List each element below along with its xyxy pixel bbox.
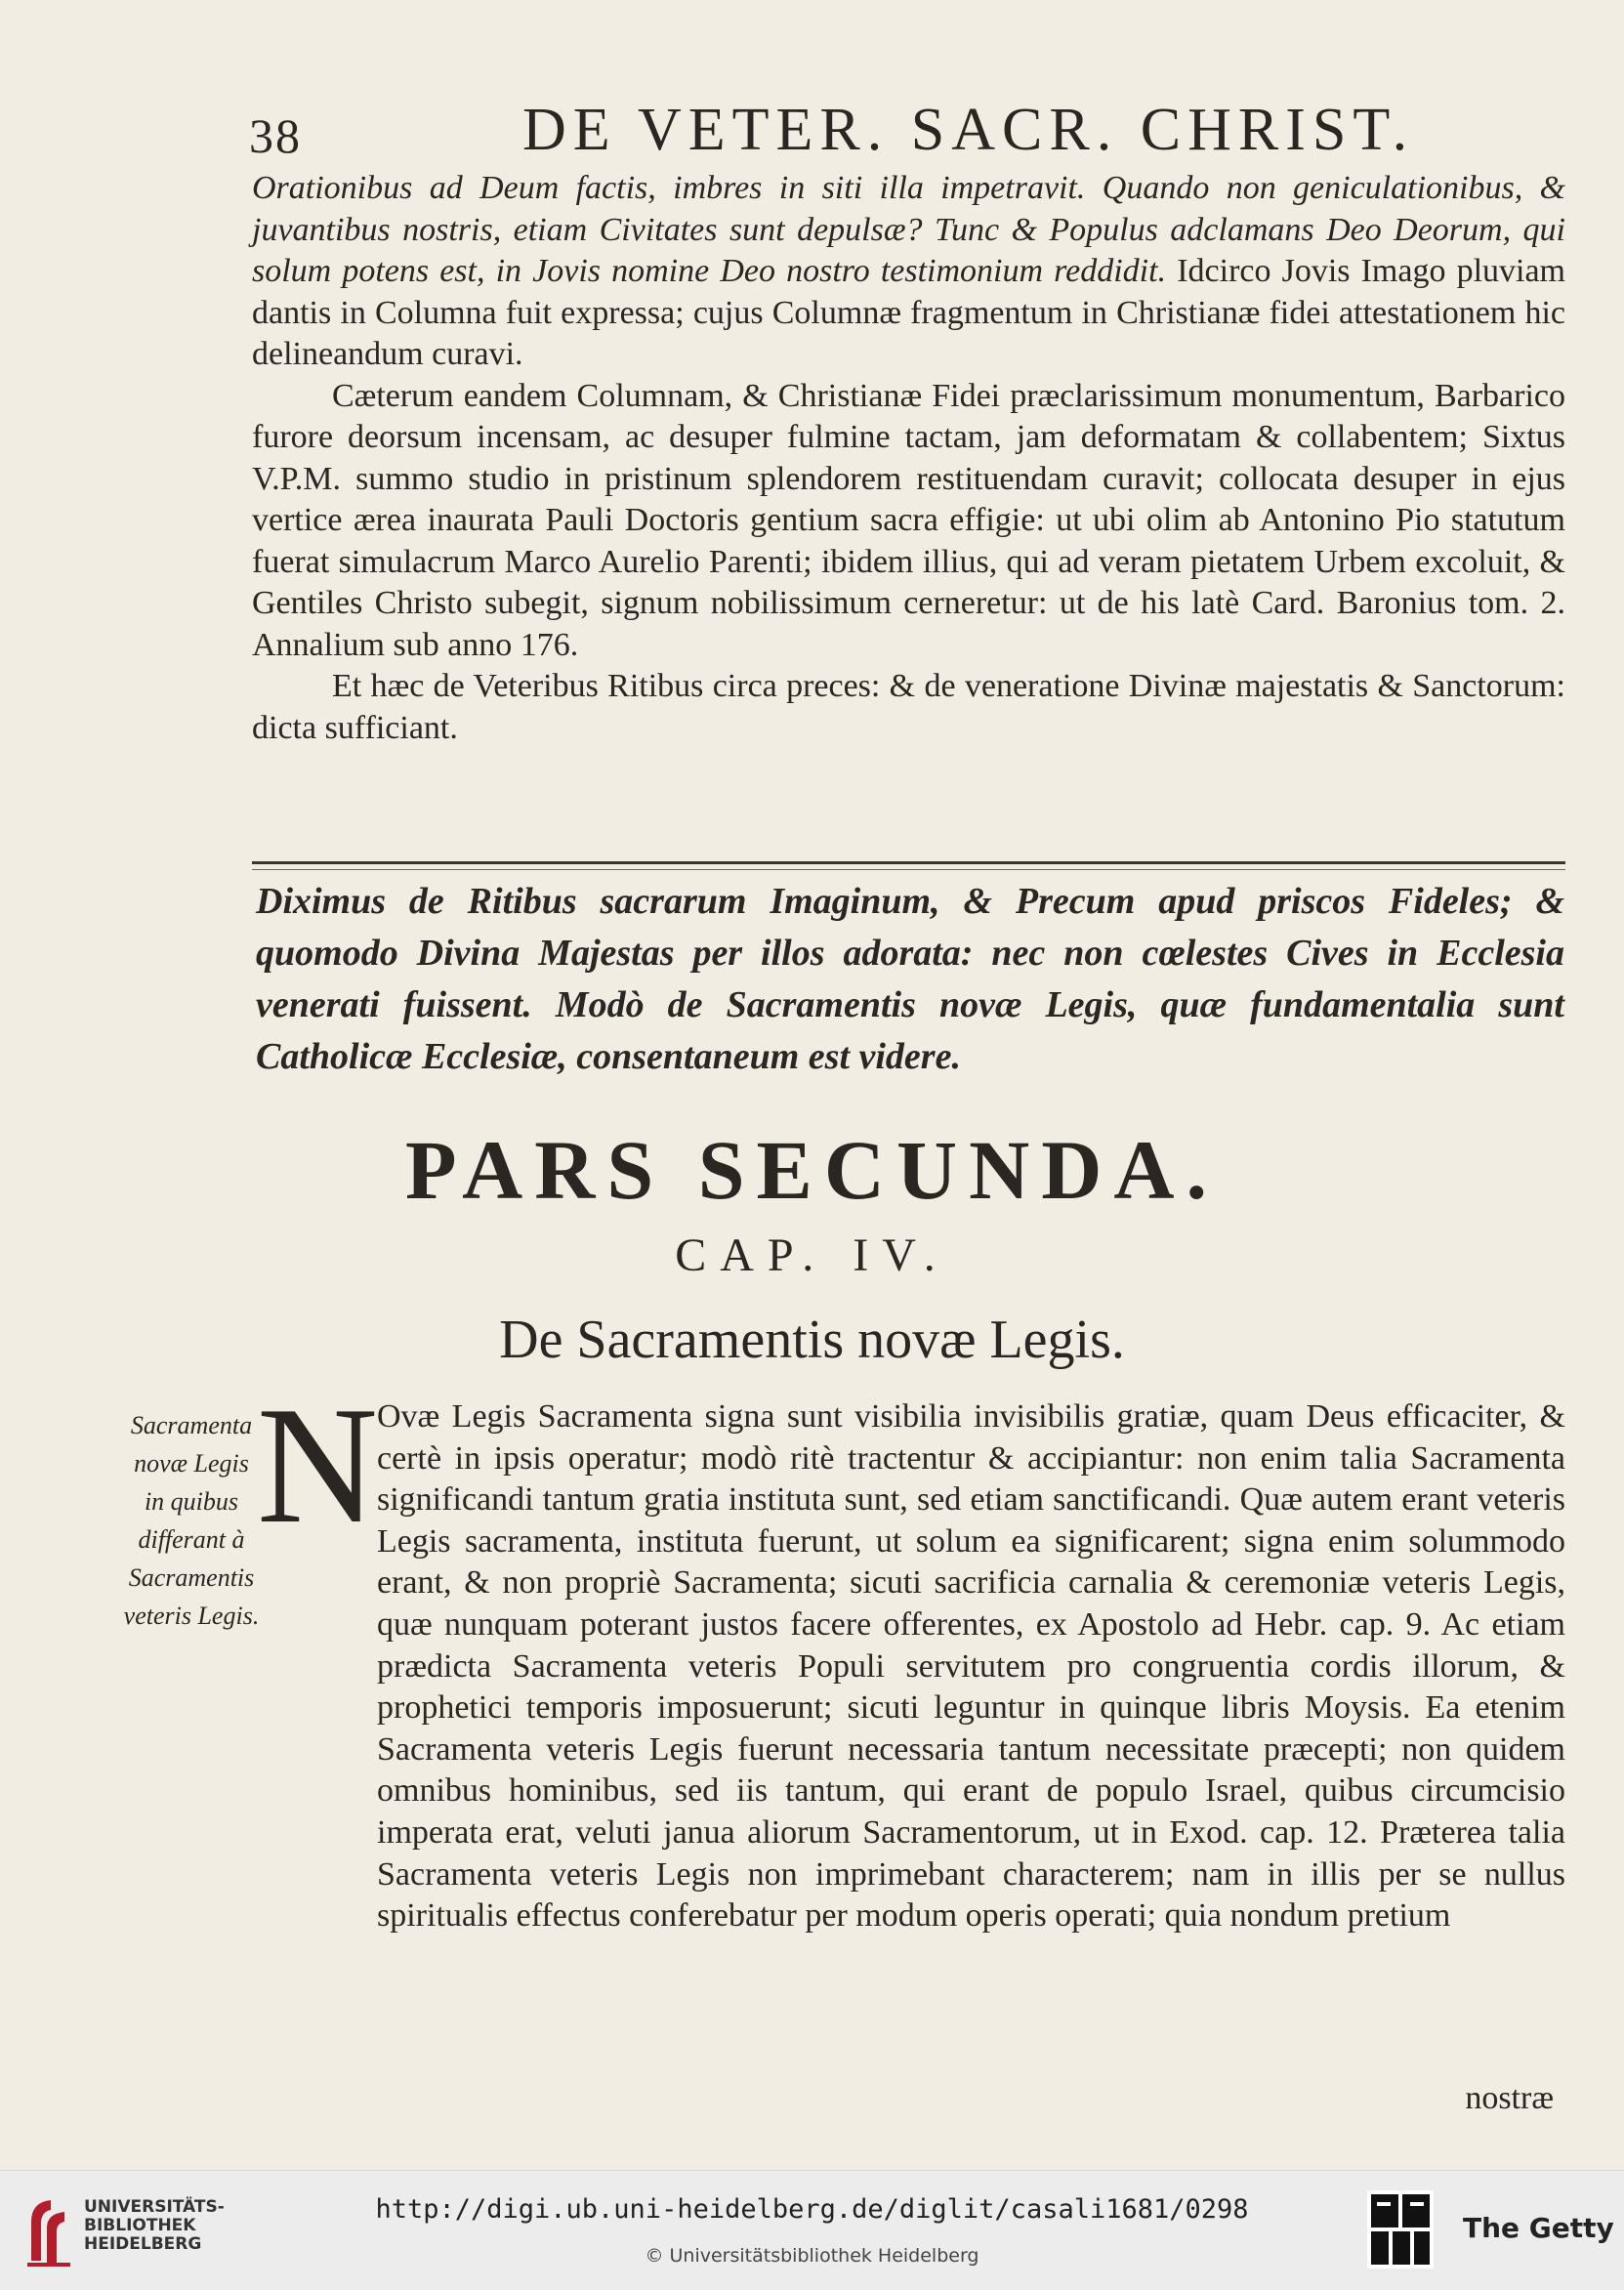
copyright-notice: © Universitätsbibliothek Heidelberg bbox=[645, 2245, 979, 2267]
chapter-body: Ovæ Legis Sacramenta signa sunt visibilia invisibilis gratiæ, quam Deus efficaciter, & certè in ipsis operatur; modò ritè tractentur & accipiantur: non enim talia Sacramenta significandi tantum gratia instituta sunt, sed etiam sanctificandi. Quæ autem erant veteris Legis sacramenta, instituta fuerunt, ut solum ea significarent; signa enim solummodo erant, & non propriè Sacramenta; sicuti sacrificia carnalia & ceremoniæ veteris Legis, quæ nunquam poterant justos facere offerentes, ex Apostolo ad Hebr. cap. 9. Ac etiam prædicta Sacramenta veteris Populi servitutem pro congruentia cordis illorum, & prophetici temporis imposuerunt; sicuti leguntur in quinque libris Moysis. Ea etenim Sacramenta veteris Legis fuerunt necessaria tantum necessitate præcepti; non quidem omnibus hominibus, sed iis tantum, qui erant de populo Israel, quibus circumcisio imperata erat, veluti janua aliorum Sacramentorum, ut in Exod. cap. 12. Præterea talia Sacramenta veteris Legis non imprimebant characterem; nam in illis per se nullus spiritualis effectus conferebatur per modum operis operati; quia nondum pretium bbox=[377, 1398, 1565, 1935]
paragraph-2: Cæterum eandem Columnam, & Christianæ Fidei præclarissimum monumentum, Barbarico furore deorsum incensam, ac desuper fulmine tactam, jam deformatam & collabentem; Sixtus V.P.M. summo studio in pristinum splendorem restituendam curavit; collocata desuper in ejus vertice ærea inaurata Pauli Doctoris gentium sacra effigie: ut ubi olim ab Antonino Pio statutum fuerat simulacrum Marco Aurelio Parenti; ibidem illius, qui ad veram pietatem Urbem excoluit, & Gentiles Christo subegit, signum nobilissimum cerneretur: ut de his latè Card. Baronius tom. 2. Annalium sub anno 176. bbox=[252, 377, 1565, 663]
chapter-number: CAP. IV. bbox=[675, 1229, 949, 1281]
running-title: DE VETER. SACR. CHRIST. bbox=[522, 97, 1415, 163]
paragraph-1 bbox=[252, 168, 1565, 376]
catchword: nostræ bbox=[1465, 2080, 1554, 2116]
summary-paragraph: Diximus de Ritibus sacrarum Imaginum, & Precum apud priscos Fideles; & quomodo Divina Majestas per illos adorata: nec non cœlestes Cives in Ecclesia venerati fuissent. Modò de Sacramentis novæ Legis, quæ fundamentalia sunt Catholicæ Ecclesiæ, consentaneum est videre. bbox=[256, 881, 1564, 1077]
drop-cap: N bbox=[256, 1373, 379, 1559]
text-block-chapter bbox=[252, 1396, 1565, 1937]
italic-quotation: Orationibus ad Deum factis, imbres in siti illa impetravit. Quando non geniculationibus, & juvantibus nostris, etiam Civitates sunt depulsæ? Tunc & Populus adclamans Deo Deorum, qui solum potens est, in Jovis nomine Deo nostro testimonium reddidit. bbox=[252, 170, 1565, 289]
page-number: 38 bbox=[249, 108, 302, 163]
getty-logo-icon bbox=[1367, 2190, 1434, 2269]
running-header bbox=[249, 96, 1558, 174]
paragraph-3: Et hæc de Veteribus Ritibus circa preces: & de veneratione Divinæ majestatis & Sanctorum: dicta sufficiant. bbox=[252, 668, 1565, 746]
paragraph-1-rest: Idcirco Jovis Imago pluviam dantis in Columna fuit expressa; cujus Columnæ fragmentum in Christianæ fidei attestationem hic delineandum curavi. bbox=[252, 253, 1566, 372]
margin-note: Sacramenta novæ Legis in quibus differant à Sacramentis veteris Legis. bbox=[123, 1411, 260, 1630]
text-block-top bbox=[252, 168, 1565, 749]
section-divider bbox=[252, 861, 1565, 870]
library-name-text: UNIVERSITÄTS- BIBLIOTHEK HEIDELBERG bbox=[84, 2197, 225, 2254]
source-url[interactable]: http://digi.ub.uni-heidelberg.de/diglit/casali1681/0298 bbox=[375, 2194, 1249, 2225]
partner-name: The Getty bbox=[1463, 2212, 1614, 2244]
part-heading: PARS SECUNDA. bbox=[405, 1123, 1219, 1217]
chapter-title: De Sacramentis novæ Legis. bbox=[499, 1310, 1125, 1370]
footer-bar bbox=[0, 2170, 1624, 2290]
